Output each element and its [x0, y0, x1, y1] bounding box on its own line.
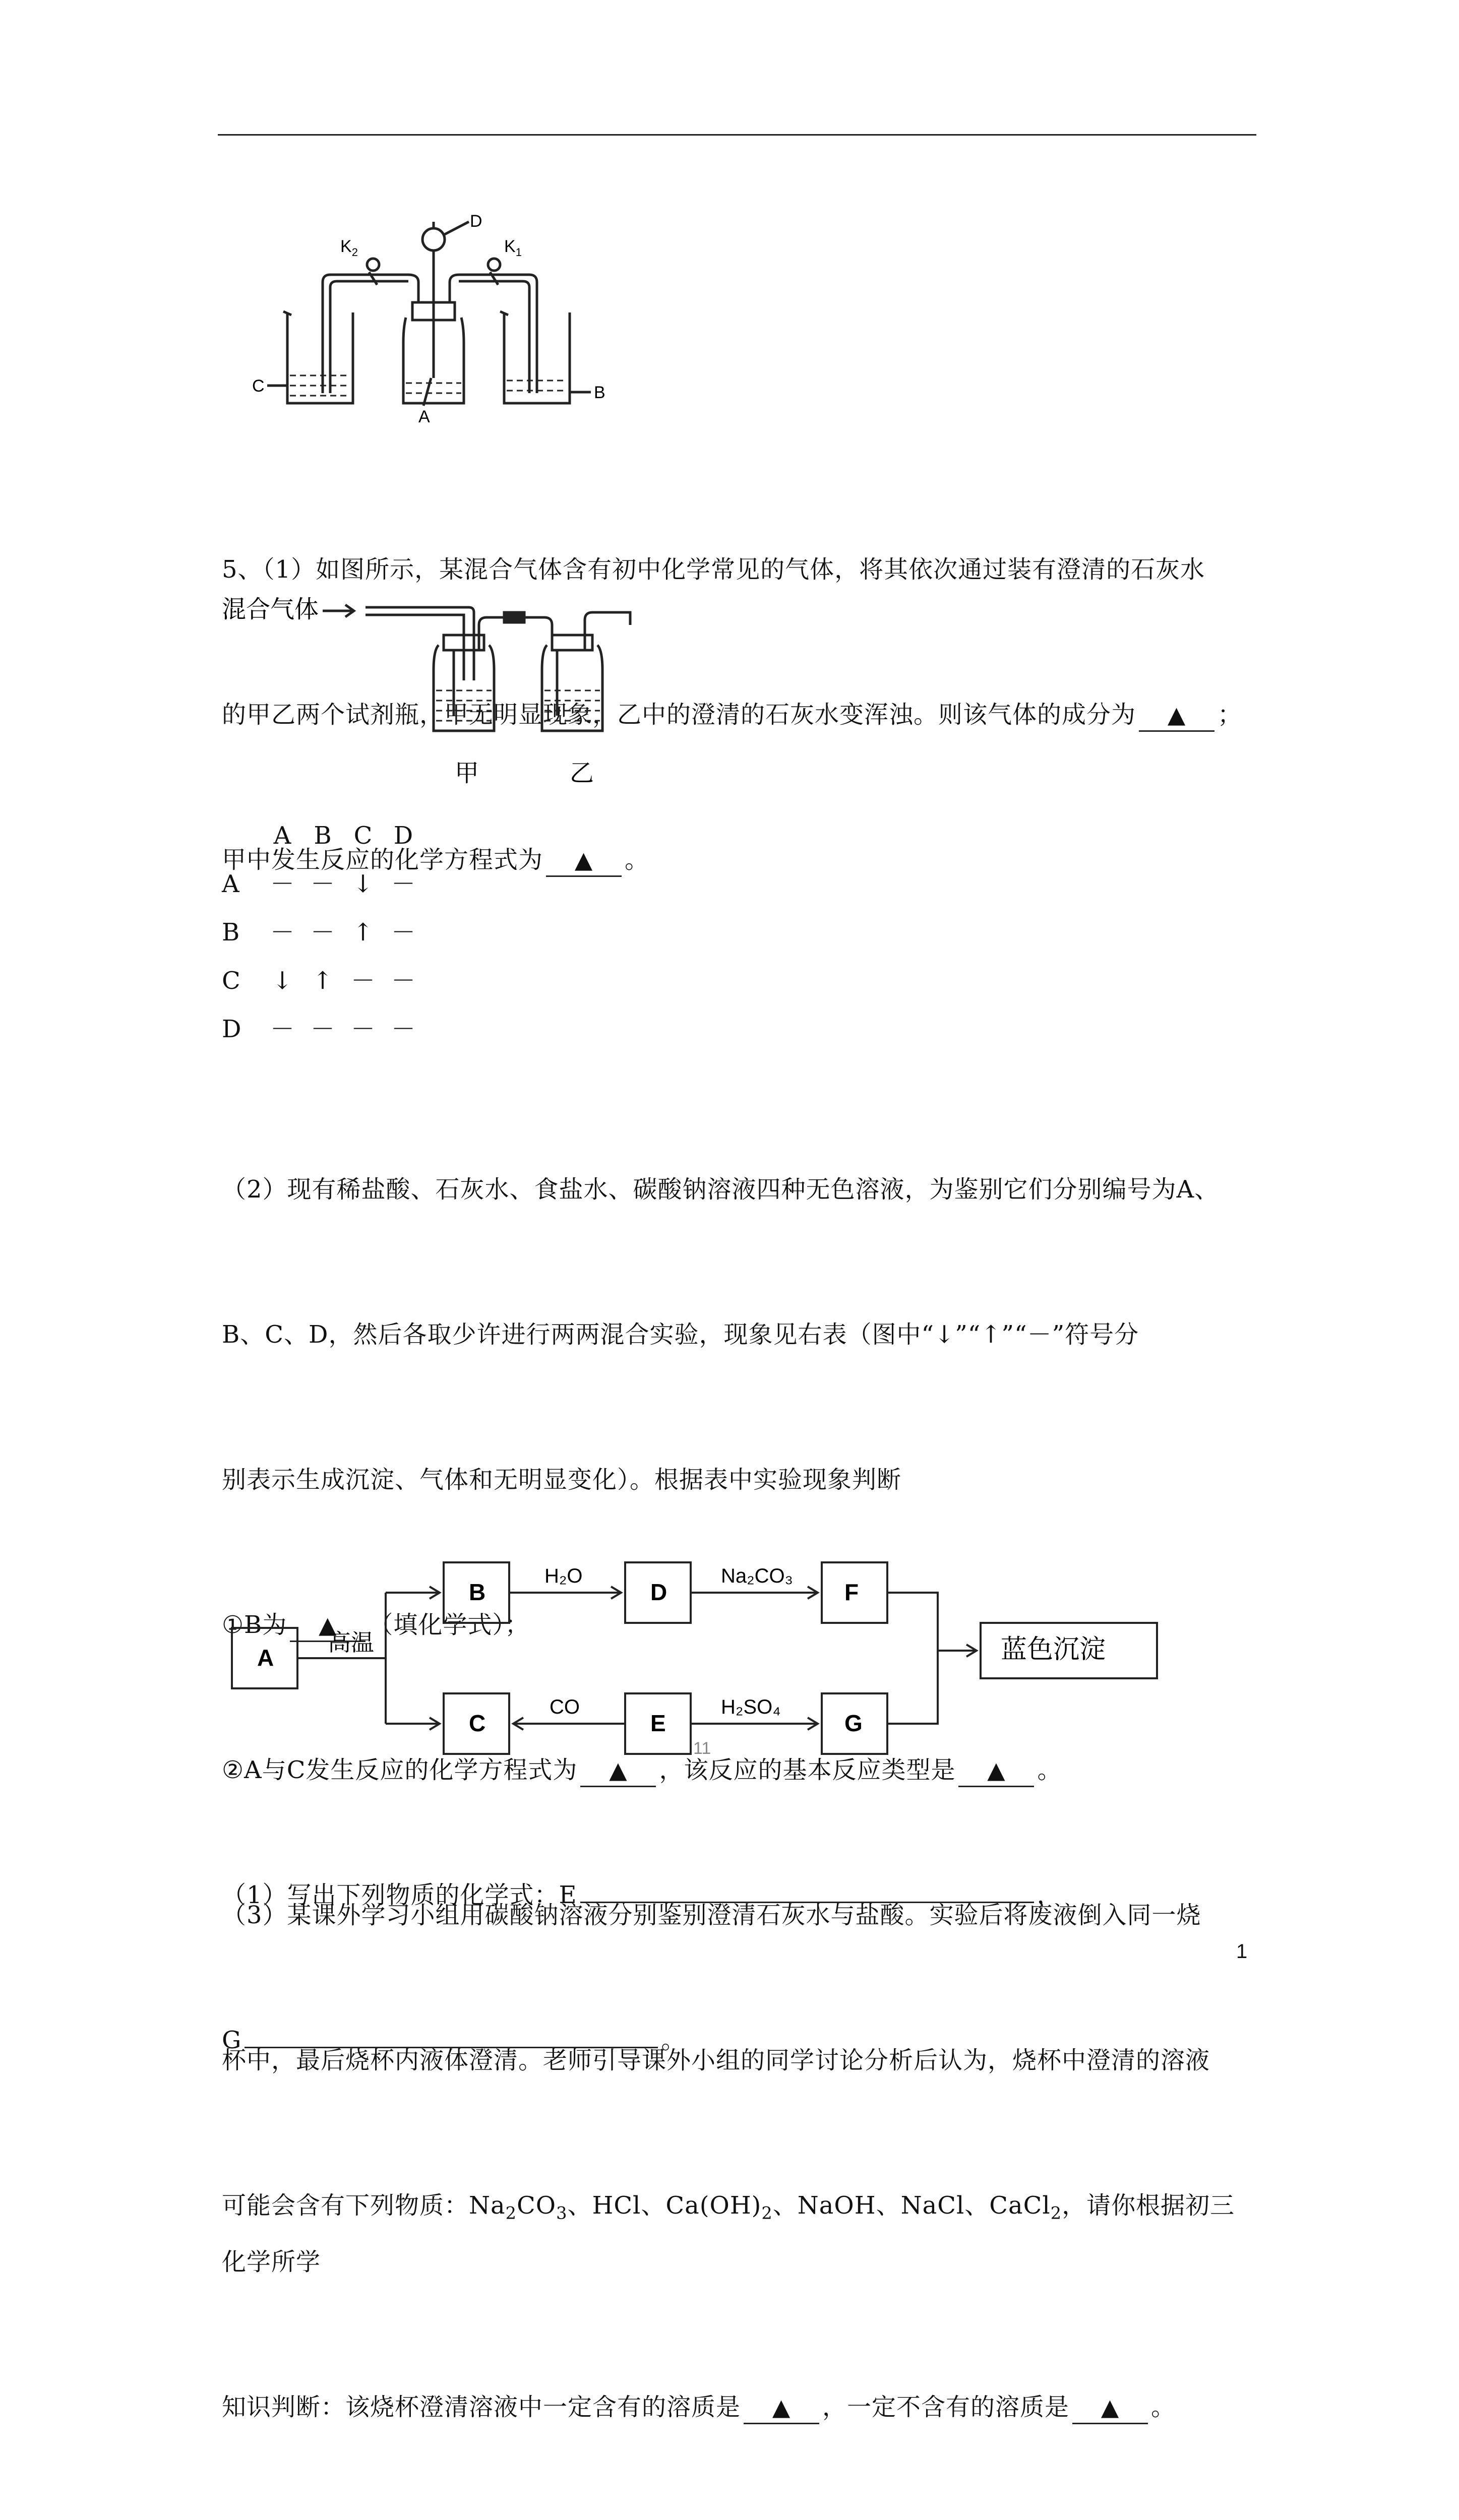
- table-row: [222, 957, 423, 1005]
- label-na2co3: Na₂CO₃: [721, 1565, 793, 1587]
- table-cell: －: [310, 1015, 335, 1043]
- row-label: A: [222, 870, 239, 898]
- row-label: C: [222, 967, 240, 995]
- table-header: D: [393, 822, 413, 850]
- gas-label: 混合气体: [222, 596, 319, 623]
- q5-line3: 甲中发生反应的化学方程式为 ▲ 。: [222, 836, 1250, 884]
- conversion-flowchart: [222, 1542, 1180, 1774]
- table-header: C: [353, 822, 373, 850]
- answer-blank[interactable]: ▲: [1139, 699, 1214, 732]
- label-d: D: [470, 212, 482, 231]
- apparatus-diagram-1: [252, 212, 635, 423]
- q5-p2-line3: 别表示生成沉淀、气体和无明显变化）。根据表中实验现象判断: [222, 1466, 902, 1494]
- q6-sub1-line1: （1）写出下列物质的化学式：E ，: [222, 1881, 1062, 1909]
- q5-line2: 的甲乙两个试剂瓶，甲无明显现象，乙中的澄清的石灰水变浑浊。则该气体的成分为 ▲ ；: [222, 690, 1250, 739]
- answer-blank[interactable]: ▲: [580, 1754, 656, 1787]
- q5-line1: 5、（1）如图所示，某混合气体含有初中化学常见的气体，将其依次通过装有澄清的石灰水: [222, 555, 1205, 584]
- table-cell: －: [391, 870, 415, 898]
- label-a: A: [418, 407, 430, 423]
- label-c: C: [252, 376, 265, 396]
- table-cell: －: [391, 918, 415, 947]
- table-cell: －: [310, 870, 335, 898]
- table-header-row: [222, 811, 423, 860]
- bottle-jia-label: 甲: [455, 760, 479, 787]
- result-node: 蓝色沉淀: [1001, 1635, 1106, 1664]
- reaction-table: [222, 811, 423, 1053]
- label-k2: $K_2$: [340, 237, 358, 259]
- q6-sub1: [222, 1774, 1250, 2113]
- table-row: [222, 860, 423, 908]
- label-co: CO: [550, 1696, 580, 1718]
- node-e: E: [650, 1710, 666, 1736]
- table-cell: ↑: [312, 967, 333, 995]
- table-cell: －: [350, 1015, 375, 1043]
- table-header: B: [314, 822, 332, 850]
- table-cell: －: [350, 967, 375, 995]
- node-c: C: [469, 1710, 486, 1736]
- table-cell: ↓: [272, 967, 293, 995]
- label-b: B: [594, 383, 605, 402]
- q5-p2-q1: ①B为 ▲ （填化学式）；: [222, 1601, 1250, 1649]
- apparatus-diagram-2: [222, 590, 676, 801]
- answer-blank[interactable]: ▲: [290, 1609, 366, 1642]
- q5-p3-line2: 杯中，最后烧杯内液体澄清。老师引导课外小组的同学讨论分析后认为，烧杯中澄清的溶液: [222, 2046, 1210, 2074]
- label-k1: $K_1$: [504, 237, 522, 259]
- table-cell: －: [270, 1015, 294, 1043]
- answer-blank[interactable]: ▲: [958, 1754, 1034, 1787]
- node-g: G: [844, 1710, 863, 1736]
- answer-blank[interactable]: ▲: [546, 844, 622, 877]
- table-cell: －: [310, 918, 335, 947]
- answer-blank[interactable]: ▲: [1072, 2391, 1148, 2424]
- table-cell: －: [391, 1015, 415, 1043]
- q5-p2-q2: ②A与C发生反应的化学方程式为 ▲ ，该反应的基本反应类型是 ▲ 。: [222, 1746, 1250, 1794]
- answer-blank-e[interactable]: [580, 1902, 1034, 1903]
- answer-blank-g[interactable]: [245, 2047, 658, 2048]
- table-header: A: [273, 822, 291, 850]
- node-b: B: [469, 1579, 486, 1605]
- q6-sub1-line2: G 。: [222, 2026, 686, 2054]
- node-f: F: [844, 1579, 859, 1605]
- table-cell: －: [391, 967, 415, 995]
- q5-p3-line4: 知识判断：该烧杯澄清溶液中一定含有的溶质是 ▲ ，一定不含有的溶质是 ▲ 。: [222, 2383, 1250, 2431]
- node-a: A: [257, 1645, 274, 1671]
- table-cell: ↓: [352, 870, 374, 898]
- table-cell: －: [270, 918, 294, 947]
- bottle-yi-label: 乙: [570, 760, 594, 787]
- answer-blank[interactable]: ▲: [744, 2391, 819, 2424]
- table-row: [222, 1005, 423, 1053]
- stray-mark: 11: [693, 1739, 711, 1758]
- page-number: 1: [1236, 1940, 1248, 1963]
- table-row: [222, 908, 423, 957]
- node-d: D: [650, 1579, 667, 1605]
- label-high-temp: 高温: [328, 1629, 374, 1656]
- table-cell: ↑: [352, 918, 374, 947]
- row-label: D: [222, 1015, 241, 1043]
- label-h2so4: H₂SO₄: [721, 1696, 781, 1718]
- q5-p3-line3: 可能会含有下列物质：$Na_2CO_3$、HCl、$Ca(OH)_2$、NaOH、NaCl、CaCl$_2$，请你根据初三化学所学: [222, 2191, 1235, 2276]
- label-h2o: H₂O: [544, 1565, 583, 1587]
- q5-p2-line2: B、C、D，然后各取少许进行两两混合实验，现象见右表（图中“↓”“↑”“－”符号分: [222, 1320, 1139, 1349]
- table-cell: －: [270, 870, 294, 898]
- q5-p3-line1: （3）某课外学习小组用碳酸钠溶液分别鉴别澄清石灰水与盐酸。实验后将废液倒入同一烧: [222, 1901, 1201, 1929]
- q5-p2-line1: （2）现有稀盐酸、石灰水、食盐水、碳酸钠溶液四种无色溶液，为鉴别它们分别编号为A、: [222, 1175, 1220, 1204]
- row-label: B: [222, 918, 240, 947]
- header-rule: [218, 134, 1256, 136]
